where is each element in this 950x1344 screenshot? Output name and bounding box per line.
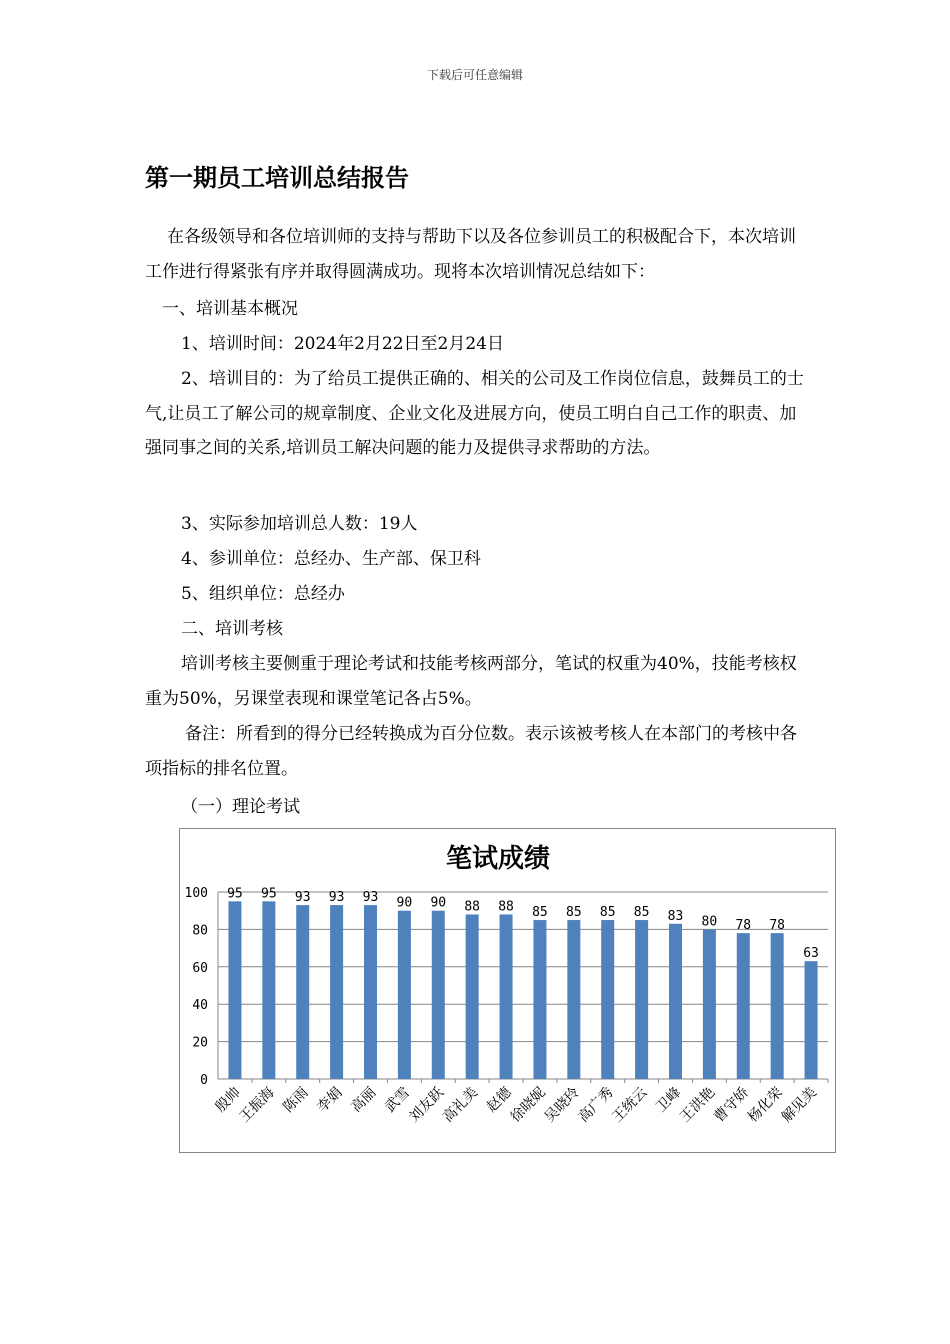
x-tick-label: 卫峰 <box>653 1084 685 1116</box>
bar <box>398 911 411 1079</box>
data-label: 63 <box>803 946 819 962</box>
x-tick-label: 杨化荣 <box>744 1084 786 1126</box>
x-tick-label: 高丽 <box>348 1084 380 1116</box>
x-tick-label: 王统云 <box>609 1084 651 1126</box>
data-label: 83 <box>667 908 684 924</box>
training-time-item: 1、培训时间：2024年2月22日至2月24日 <box>181 334 504 354</box>
data-label: 90 <box>396 895 413 911</box>
x-tick-label: 解见美 <box>778 1084 820 1126</box>
participant-count-item: 3、实际参加培训总人数：19人 <box>181 514 418 534</box>
bar <box>533 920 546 1079</box>
y-tick-label: 80 <box>192 923 208 939</box>
data-label: 95 <box>227 886 243 902</box>
data-label: 78 <box>769 918 785 934</box>
x-tick-label: 李娟 <box>314 1084 346 1116</box>
x-tick-label: 武雪 <box>382 1084 414 1116</box>
y-tick-label: 60 <box>192 960 208 976</box>
bar <box>601 920 614 1079</box>
bar <box>771 933 784 1079</box>
page-title: 第一期员工培训总结报告 <box>145 164 409 192</box>
chart-title: 笔试成绩 <box>445 844 551 874</box>
bar <box>805 961 818 1079</box>
x-tick-label: 陈雨 <box>280 1084 312 1116</box>
bar <box>364 905 377 1079</box>
x-tick-label: 刘友跃 <box>406 1084 448 1126</box>
note-paragraph: 备注：所看到的得分已经转换成为百分位数。表示该被考核人在本部门的考核中各项指标的排名位置。 <box>145 724 797 779</box>
bar <box>669 924 682 1079</box>
x-tick-label: 殷帅 <box>212 1084 244 1116</box>
y-tick-label: 20 <box>192 1035 208 1051</box>
section1-heading: 一、培训基本概况 <box>162 299 298 319</box>
bar <box>567 920 580 1079</box>
data-label: 93 <box>294 890 311 906</box>
header-note: 下载后可任意编辑 <box>426 68 523 82</box>
x-tick-label: 高礼美 <box>439 1084 481 1126</box>
bar <box>500 914 513 1079</box>
data-label: 93 <box>362 890 379 906</box>
data-label: 88 <box>498 899 514 915</box>
bar <box>330 905 343 1079</box>
bar <box>737 933 750 1079</box>
y-tick-label: 100 <box>184 886 208 901</box>
subsection-theory-exam: （一）理论考试 <box>181 797 300 817</box>
x-tick-label: 赵德 <box>483 1084 515 1116</box>
bar <box>432 911 445 1079</box>
x-tick-label: 曹守娇 <box>711 1084 753 1126</box>
data-label: 88 <box>464 899 480 915</box>
training-purpose-item: 2、培训目的：为了给员工提供正确的、相关的公司及工作岗位信息，鼓舞员工的士气,让员工了解公司的规章制度、企业文化及进展方向，使员工明白自己工作的职责、加强同事之间的关系,培训员工解决问题的能力及提供寻求帮助的方法。 <box>145 369 804 458</box>
data-label: 78 <box>735 918 752 934</box>
data-label: 90 <box>430 895 447 911</box>
x-tick-label: 王洪艳 <box>677 1084 719 1126</box>
bar <box>228 901 241 1079</box>
bar <box>635 920 648 1079</box>
organizer-item: 5、组织单位：总经办 <box>181 584 345 604</box>
x-tick-label: 高广秀 <box>575 1084 617 1126</box>
bar <box>703 929 716 1079</box>
section2-heading: 二、培训考核 <box>181 619 283 639</box>
y-tick-label: 0 <box>200 1073 208 1088</box>
bar <box>466 914 479 1079</box>
exam-paragraph: 培训考核主要侧重于理论考试和技能考核两部分，笔试的权重为40%，技能考核权重为50%，另课堂表现和课堂笔记各占5%。 <box>145 654 797 709</box>
data-label: 80 <box>701 914 718 930</box>
data-label: 85 <box>633 905 650 921</box>
x-tick-label: 吴晓玲 <box>541 1084 583 1126</box>
written-exam-chart <box>179 828 836 1153</box>
bar <box>262 901 275 1079</box>
chart-canvas <box>180 829 835 1152</box>
data-label: 85 <box>599 905 616 921</box>
x-tick-label: 徐晓妮 <box>507 1084 549 1126</box>
data-label: 85 <box>566 905 582 921</box>
participating-units-item: 4、参训单位：总经办、生产部、保卫科 <box>181 549 481 569</box>
data-label: 85 <box>532 905 548 921</box>
data-label: 93 <box>328 890 345 906</box>
data-label: 95 <box>261 886 277 902</box>
x-tick-label: 王振海 <box>236 1084 278 1126</box>
y-tick-label: 40 <box>192 998 208 1014</box>
bar <box>296 905 309 1079</box>
intro-paragraph: 在各级领导和各位培训师的支持与帮助下以及各位参训员工的积极配合下，本次培训工作进行得紧张有序并取得圆满成功。现将本次培训情况总结如下： <box>145 227 796 282</box>
